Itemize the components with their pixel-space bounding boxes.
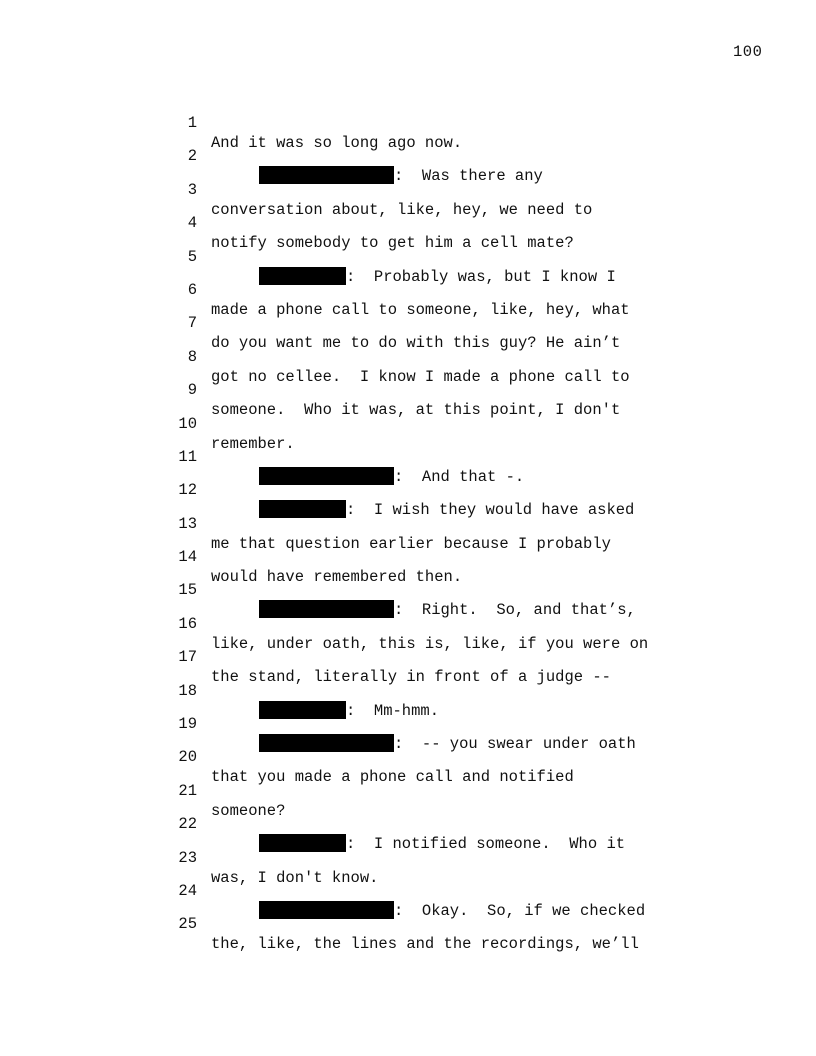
line-number: 10 [178,414,197,433]
transcript-line [0,694,816,754]
transcript-line [0,160,816,219]
line-number: 13 [178,514,197,533]
line-number: 12 [178,481,197,500]
line-number: 6 [187,280,197,299]
transcript-line [0,627,816,687]
transcript-line [0,427,816,486]
line-number: 16 [178,614,197,633]
transcript-line [0,360,816,420]
line-text: someone? [211,801,286,820]
line-text: : I wish they would have asked [346,501,635,520]
transcript-line [0,727,816,787]
line-number: 21 [178,781,197,800]
line-text: do you want me to do with this guy? He ain’t [211,334,621,353]
line-text: notify somebody to get him a cell mate? [211,234,574,253]
line-text: the stand, literally in front of a judge -- [211,668,611,687]
transcript-line [0,193,816,253]
line-number: 14 [178,548,197,567]
line-text: me that question earlier because I probably [211,534,611,553]
line-text: was, I don't know. [211,868,379,887]
line-number: 4 [187,214,197,233]
line-text: : -- you swear under oath [394,735,636,754]
line-number: 5 [187,247,197,266]
transcript-line [0,794,816,854]
transcript-body [0,93,816,954]
transcript-line [0,527,816,587]
transcript-line [0,560,816,620]
transcript-line [0,126,816,186]
transcript-line [0,894,816,954]
line-number: 19 [178,715,197,734]
line-number: 25 [178,915,197,934]
line-number: 17 [178,648,197,667]
line-text: the, like, the lines and the recordings, we’ll [211,935,639,954]
line-number: 20 [178,748,197,767]
line-number: 2 [187,147,197,166]
line-number: 22 [178,815,197,834]
transcript-line [0,661,816,720]
line-number: 8 [187,347,197,366]
line-text: someone. Who it was, at this point, I don't [211,401,621,420]
transcript-line [0,828,816,887]
line-text: : Right. So, and that’s, [394,601,636,620]
transcript-line [0,594,816,653]
line-text: would have remembered then. [211,568,463,587]
line-text: remember. [211,434,295,453]
line-number: 24 [178,881,197,900]
transcript-line [0,293,816,353]
line-number: 1 [187,114,197,132]
transcript-line [0,394,816,453]
transcript-line [0,260,816,319]
transcript-line [0,761,816,820]
line-number: 15 [178,581,197,600]
line-text: : I notified someone. Who it [346,835,626,854]
line-text: got no cellee. I know I made a phone call to [211,367,630,386]
line-number: 23 [178,848,197,867]
line-number: 11 [178,447,197,466]
line-number: 3 [187,180,197,199]
line-text: made a phone call to someone, like, hey, what [211,300,630,319]
line-text: : Probably was, but I know I [346,267,616,286]
line-text: like, under oath, this is, like, if you were on [211,634,649,653]
transcript-line [0,327,816,386]
line-text: conversation about, like, hey, we need to [211,200,593,219]
line-number: 9 [187,381,197,400]
line-text: And it was so long ago now. [211,134,463,152]
transcript-line [0,494,816,553]
line-text: : Mm-hmm. [346,701,440,720]
transcript-line [0,227,816,286]
line-number: 7 [187,314,197,333]
line-text: : Okay. So, if we checked [394,901,646,920]
line-number: 18 [178,681,197,700]
transcript-line [0,93,816,152]
page-number: 100 [733,43,763,61]
line-text: : And that -. [394,467,525,486]
transcript-line [0,460,816,520]
line-text: : Was there any [394,167,543,186]
line-text: that you made a phone call and notified [211,768,574,787]
transcript-line [0,861,816,920]
